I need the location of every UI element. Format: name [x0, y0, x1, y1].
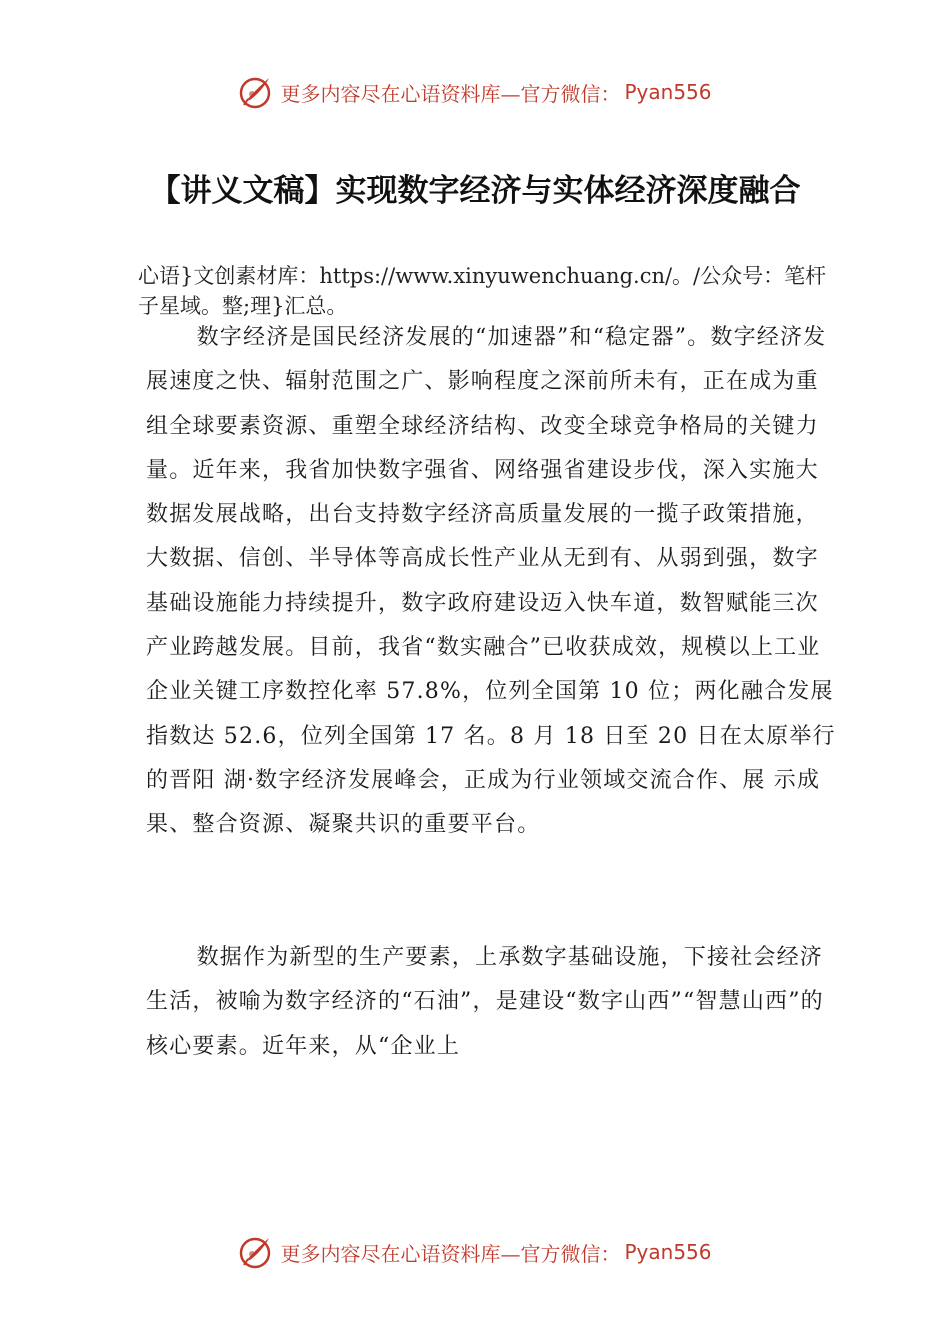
source-note: 心语}文创素材库：https://www.xinyuwenchuang.cn/。/公众号：笔杆子星域。整;理}汇总。	[138, 264, 827, 318]
document-title: 【讲义文稿】实现数字经济与实体经济深度融合	[149, 173, 801, 209]
banner-text: 更多内容尽在心语资料库—官方微信：	[280, 1241, 621, 1266]
banner-wechat-id: Pyan556	[624, 80, 712, 104]
footer-banner	[0, 1230, 950, 1274]
quill-ink-icon	[238, 74, 274, 110]
banner-text: 更多内容尽在心语资料库—官方微信：	[280, 81, 621, 106]
paragraph: 数字经济是国民经济发展的“加速器”和“稳定器”。数字经济发展速度之快、辐射范围之广、影响程度之深前所未有，正在成为重组全球要素资源、重塑全球经济结构、改变全球竞争格局的关键力量。近年来，我省加快数字强省、网络强省建设步伐，深入实施大数据发展战略，出台支持数字经济高质量发展的一揽子政策措施，大数据、信创、半导体等高成长性产业从无到有、从弱到强，数字基础设施能力持续提升，数字政府建设迈入快车道，数智赋能三次产业跨越发展。目前，我省“数实融合”已收获成效，规模以上工业企业关键工序数控化率 57.8%，位列全国第 10 位；两化融合发展指数达 52.6，位列全国第 17 名。8 月 18 日至 20 日在太原举行的晋阳 湖·数字经济发展峰会，正成为行业领域交流合作、展 示成果、整合资源、凝聚共识的重要平台。	[146, 325, 836, 838]
header-banner	[0, 70, 950, 114]
banner-wechat-id: Pyan556	[624, 1240, 712, 1264]
quill-ink-icon	[238, 1234, 274, 1270]
paragraph: 数据作为新型的生产要素，上承数字基础设施，下接社会经济生活，被喻为数字经济的“石油”，是建设“数字山西”“智慧山西”的核心要素。近年来，从“企业上	[146, 945, 824, 1059]
